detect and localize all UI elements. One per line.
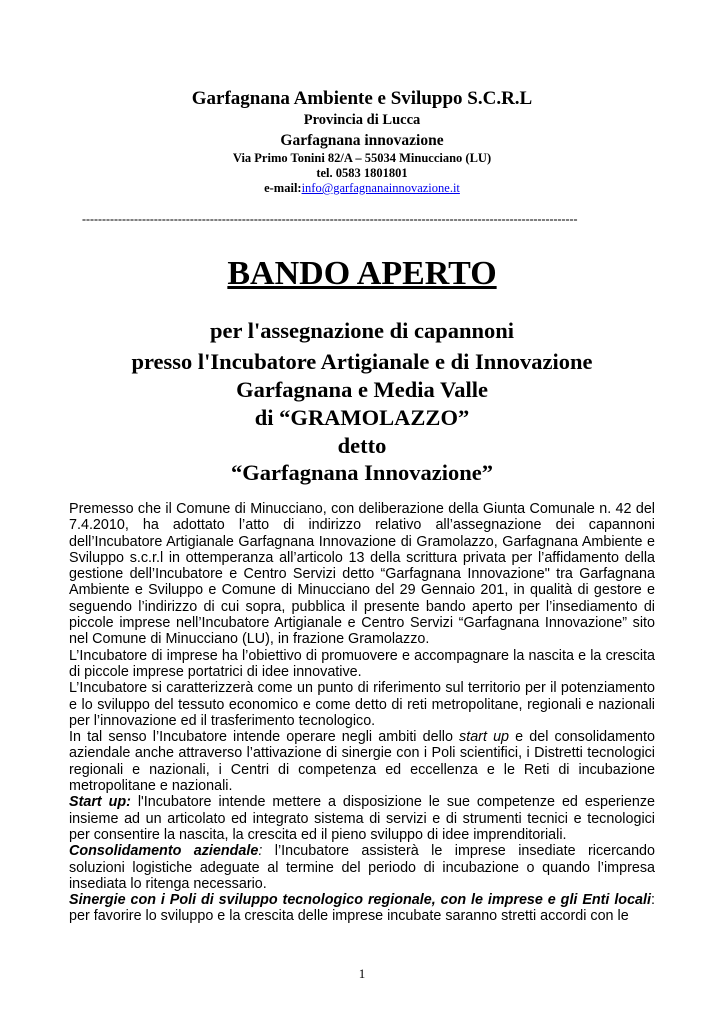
innovation-line: Garfagnana innovazione xyxy=(280,132,444,149)
subtitle-line: Garfagnana e Media Valle xyxy=(236,377,488,402)
telephone-line: tel. 0583 1801801 xyxy=(316,166,408,180)
subtitle-line: detto xyxy=(337,433,387,458)
subtitle-line: di “GRAMOLAZZO” xyxy=(254,405,470,430)
emphasis-start-up: start up xyxy=(459,729,510,746)
synergies-label: Sinergie con i Poli di sviluppo tecnologico regionale, con le imprese e gli Enti locali xyxy=(69,892,651,909)
text-run: l’Incubatore assisterà le imprese insediate ricercando soluzioni logistiche adeguate al termine del periodo di incubazione o quando l’impresa insediata lo ritenga necessario. xyxy=(69,843,656,892)
start-up-label: Start up: xyxy=(69,794,131,811)
email-line xyxy=(0,181,724,196)
paragraph-objective: L’Incubatore di imprese ha l’obiettivo di promuovere e accompagnare la nascita e la crescita di piccole imprese portatrici di idee innovative. xyxy=(69,647,655,680)
body-text xyxy=(69,501,655,925)
text-run: l'Incubatore intende mettere a disposizione le sue competenze ed esperienze insieme ad un articolato ed integrato sistema di servizi e di strumenti tecnici e tecnologici per consentire la nascita, la crescita ed il pieno sviluppo di idee imprenditoriali. xyxy=(69,794,655,843)
document-title: BANDO APERTO xyxy=(227,255,497,292)
text-run: In tal senso l’Incubatore intende operare negli ambiti dello xyxy=(69,729,460,746)
text-run: : per favorire lo sviluppo e la crescita delle imprese incubate saranno stretti accordi con le xyxy=(69,892,655,925)
paragraph-synergies xyxy=(69,892,655,925)
text-run: e del consolidamento aziendale anche attraverso l’attivazione di sinergie con i Poli scientifici, i Distretti tecnologici regionali e nazionali, i Centri di competenza ed eccellenza e le Reti di incubazione metropolitane e nazionali. xyxy=(69,729,655,795)
paragraph-role: L’Incubatore si caratterizzerà come un punto di riferimento sul territorio per il potenziamento e lo sviluppo del tessuto economico e come detto di reti metropolitane, regionali e nazionali per l’innovazione ed il trasferimento tecnologico. xyxy=(69,680,655,729)
consolidation-label: Consolidamento aziendale xyxy=(69,843,259,860)
email-link[interactable]: info@garfagnanainnovazione.it xyxy=(301,181,460,195)
page-number: 1 xyxy=(358,966,366,981)
paragraph-scope xyxy=(69,729,655,794)
province-line: Provincia di Lucca xyxy=(303,112,421,128)
organization-name: Garfagnana Ambiente e Sviluppo S.C.R.L xyxy=(191,88,533,109)
paragraph-consolidation xyxy=(69,843,655,892)
subtitle-line: presso l'Incubatore Artigianale e di Innovazione xyxy=(131,349,593,374)
subtitle-line: per l'assegnazione di capannoni xyxy=(209,318,514,343)
separator-line: ---------------------------------------------------------------------------------------------------------------------------- xyxy=(82,212,578,226)
email-label: e-mail: xyxy=(264,181,302,195)
paragraph-start-up xyxy=(69,794,655,843)
subtitle-line: “Garfagnana Innovazione” xyxy=(231,460,493,485)
address-line: Via Primo Tonini 82/A – 55034 Minucciano (LU) xyxy=(232,151,492,165)
paragraph-premise: Premesso che il Comune di Minucciano, con deliberazione della Giunta Comunale n. 42 del 7.4.2010, ha adottato l’atto di indirizzo relativo all’assegnazione dei capannoni dell’Incubatore Artigianale Garfagnana Innovazione di Gramolazzo, Garfagnana Ambiente e Sviluppo s.c.r.l in ottemperanza all’articolo 13 della scrittura privata per l’affidamento della gestione dell’Incubatore e Centro Servizi detto “Garfagnana Innovazione" tra Garfagnana Ambiente e Sviluppo e Comune di Minucciano del 29 Gennaio 201, in qualità di gestore e seguendo l’indirizzo di cui sopra, pubblica il presente bando aperto per l’insediamento di piccole imprese nell’Incubatore Artigianale e Centro Servizi “Garfagnana Innovazione” sito nel Comune di Minucciano (LU), in frazione Gramolazzo. xyxy=(69,501,655,648)
label-colon: : xyxy=(258,843,263,860)
